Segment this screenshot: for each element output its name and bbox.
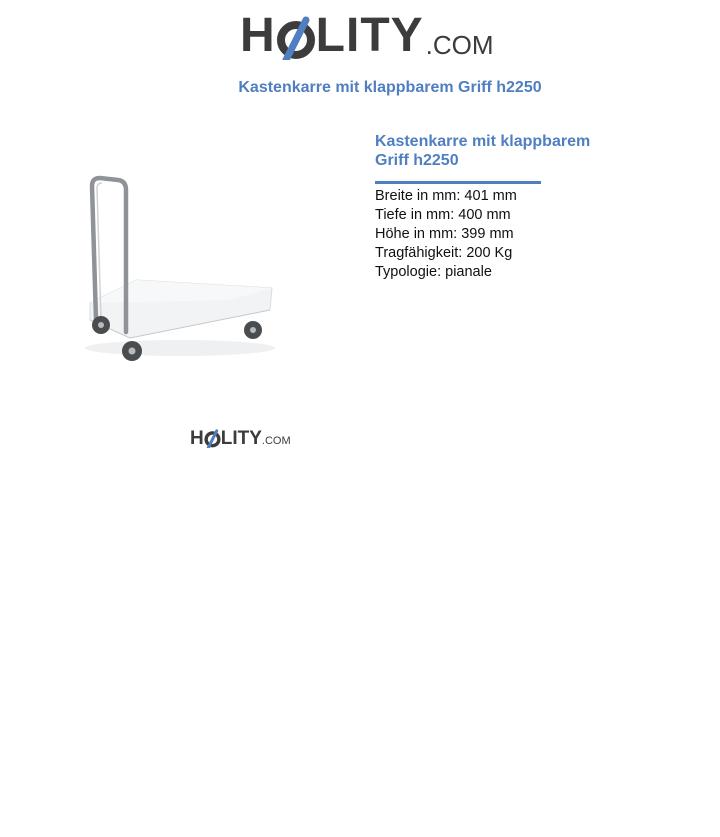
product-name: Kastenkarre mit klappbarem Griff h2250 [375, 133, 591, 169]
spec-capacity: Tragfähigkeit: 200 Kg [375, 245, 513, 261]
title-underline [375, 181, 541, 184]
holity-logo[interactable] [240, 9, 494, 62]
spec-list [375, 187, 615, 282]
spec-width: Breite in mm: 401 mm [375, 188, 517, 204]
logo-small-letter-h: H [190, 428, 204, 449]
holity-logo-small [190, 429, 291, 448]
product-image-cart [80, 170, 290, 370]
logo-small-o-mark-icon [204, 429, 221, 448]
logo-letters: LITY [315, 9, 424, 62]
logo-o-mark-icon [276, 16, 316, 60]
logo-small-com: .COM [261, 435, 291, 447]
product-details [375, 132, 615, 282]
spec-height: Höhe in mm: 399 mm [375, 226, 514, 242]
logo-small-letters: LITY [220, 428, 262, 449]
spec-depth: Tiefe in mm: 400 mm [375, 207, 511, 223]
logo-com: .COM [425, 30, 494, 60]
spec-type: Typologie: pianale [375, 264, 492, 280]
logo-letter-h: H [240, 9, 276, 62]
page-title: Kastenkarre mit klappbarem Griff h2250 [238, 79, 542, 96]
